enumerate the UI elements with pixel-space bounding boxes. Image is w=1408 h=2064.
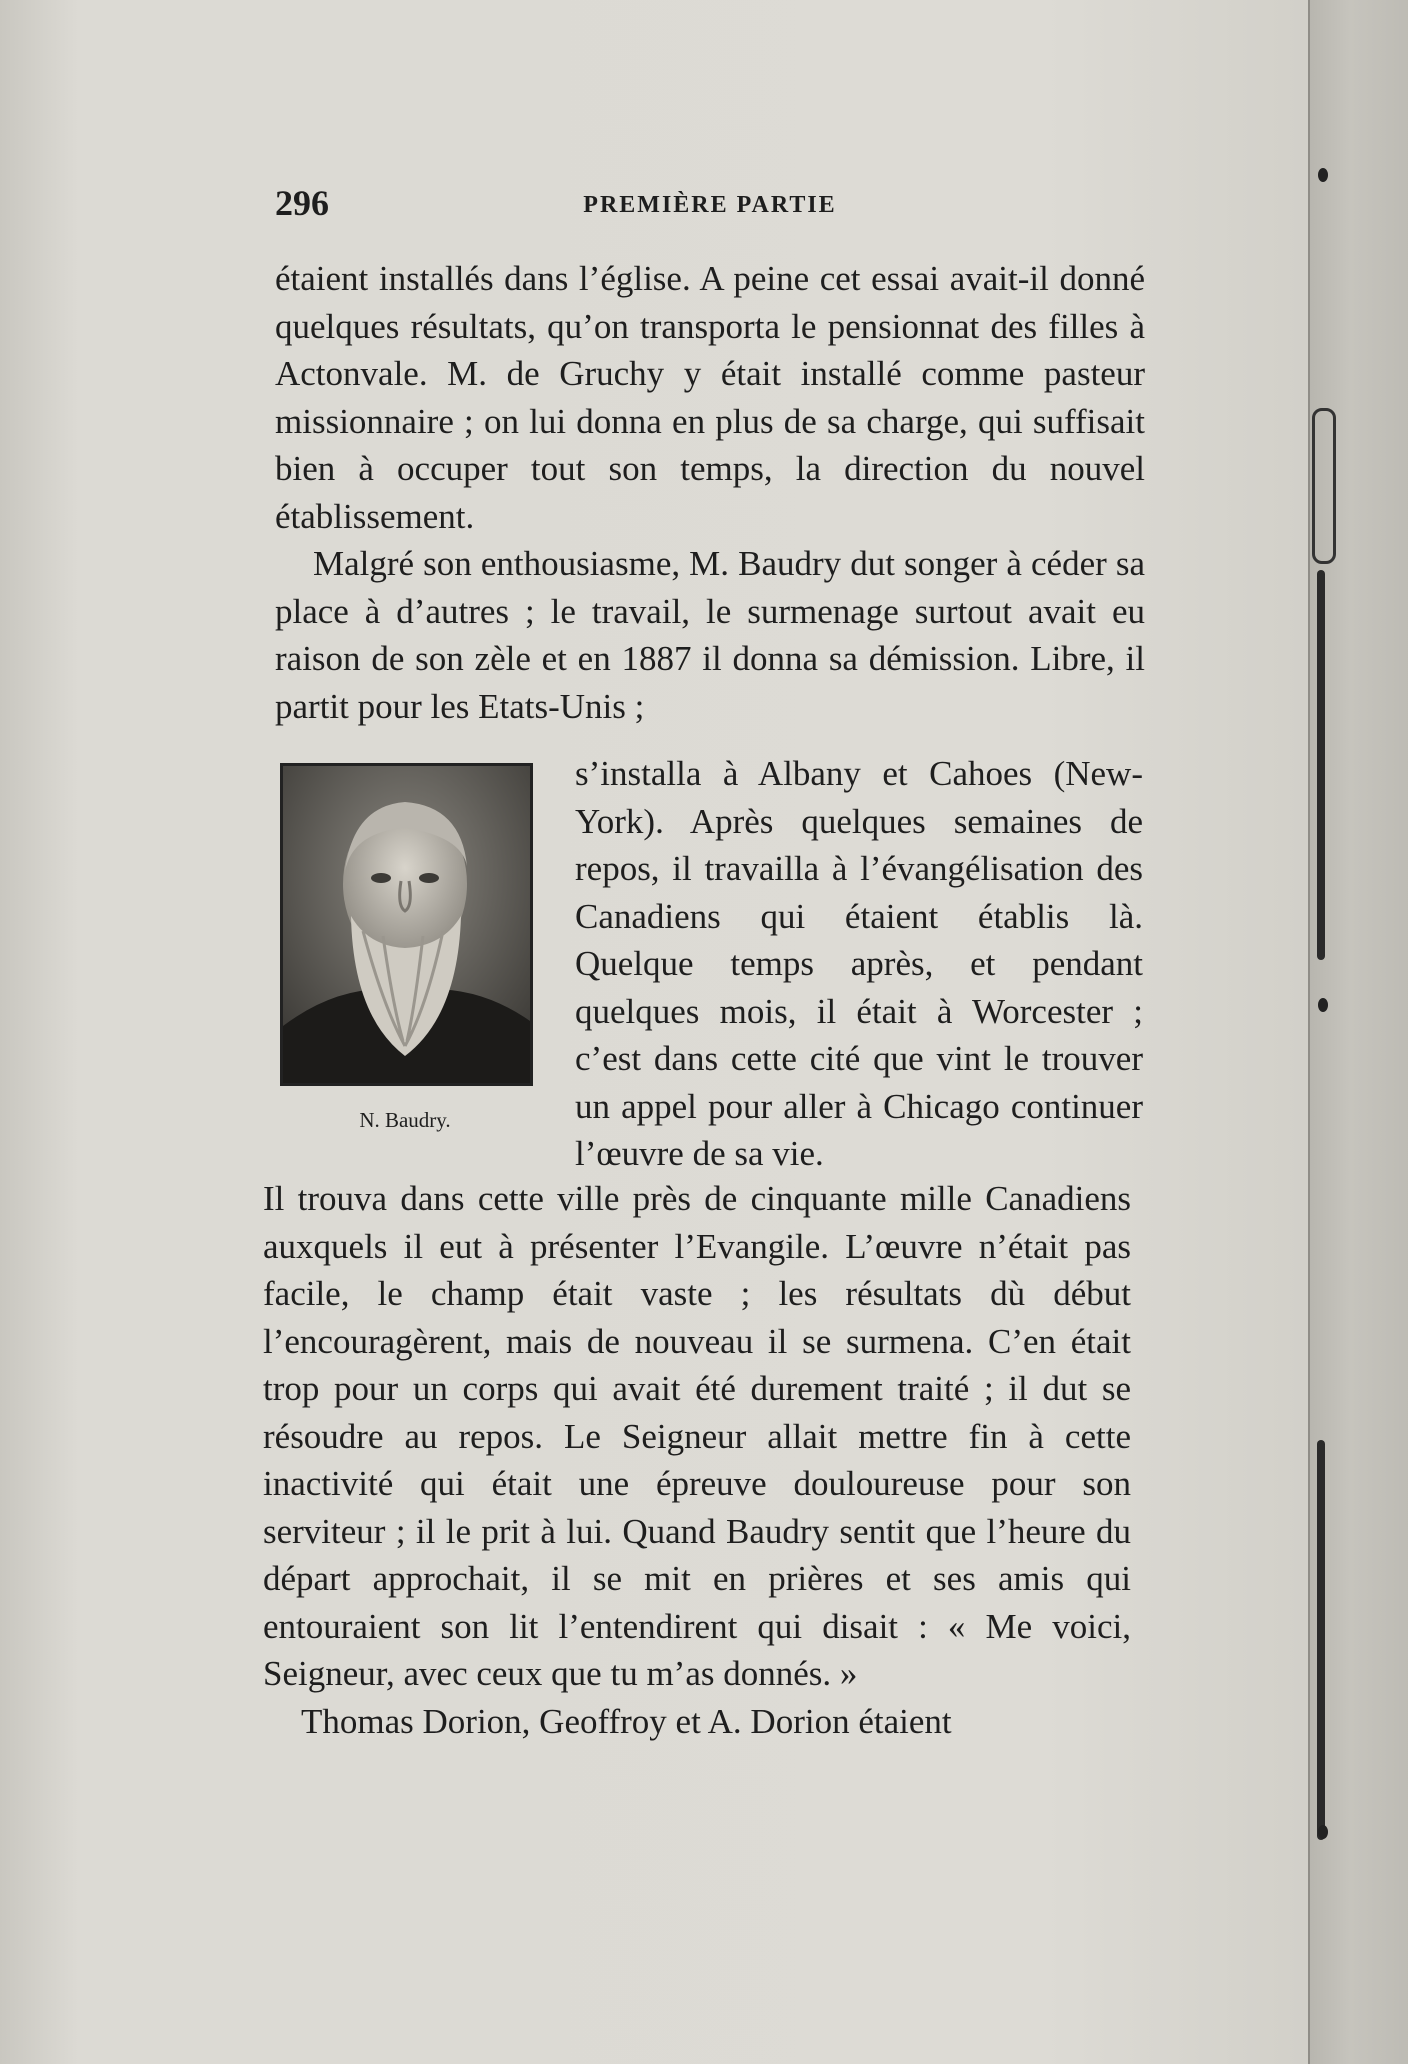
binding-mark [1318, 998, 1328, 1012]
paragraph: Malgré son enthousiasme, M. Baudry dut songer à céder sa place à d’autres ; le travail, le surmenage surtout avait eu raison de son zèle et en 1887 il donna sa démission. Libre, il partit pour les Etats-Unis ; [275, 544, 1145, 726]
paragraph: Il trouva dans cette ville près de cinquante mille Canadiens auxquels il eut à présenter l’Evangile. L’œuvre n’était pas facile, le champ était vaste ; les résultats dù début l’encouragèrent, mais de nouveau il se surmena. C’en était trop pour un corps qui avait été durement traité ; il dut se résoudre au repos. Le Seigneur allait mettre fin à cette inactivité qui était une épreuve douloureuse pour son serviteur ; il le prit à lui. Quand Baudry sentit que l’heure du départ approchait, il se mit en prières et ses amis qui entouraient son lit l’entendirent qui disait : « Me voici, Seigneur, avec ceux que tu m’as donnés. » [263, 1179, 1131, 1693]
binding-thread [1317, 570, 1325, 960]
portrait-caption: N. Baudry. [359, 1108, 451, 1132]
binding-mark [1318, 168, 1328, 182]
binding-thread [1312, 408, 1336, 564]
paragraph: étaient installés dans l’église. A peine cet essai avait-il donné quelques résultats, qu’on transporta le pensionnat des filles à Actonvale. M. de Gruchy y était installé comme pasteur missionnaire ; on lui donna en plus de sa charge, qui suffisait bien à occuper tout son temps, la direction du nouvel établissement. [275, 259, 1145, 536]
binding-thread [1317, 1440, 1325, 1840]
portrait-photo [280, 763, 533, 1086]
page-number: 296 [275, 183, 329, 223]
bearded-man-portrait [283, 766, 530, 1083]
paragraph: s’installa à Albany et Cahoes (New-York). Après quelques semaines de repos, il travailla à l’évangélisation des Canadiens qui étaient établis là. Quelque temps après, et pendant quelques mois, il était à Worcester ; c’est dans cette cité que vint le trouver un appel pour aller à Chicago continuer l’œuvre de sa vie. [575, 754, 1143, 1173]
running-title: PREMIÈRE PARTIE [583, 192, 837, 218]
paragraph: Thomas Dorion, Geoffroy et A. Dorion étaient [301, 1701, 952, 1741]
binding-mark [1318, 1825, 1328, 1839]
page-header [275, 182, 1145, 232]
text-block-bottom [263, 1175, 1131, 1745]
text-block-beside-portrait [575, 750, 1143, 1178]
text-block-top [275, 255, 1145, 730]
